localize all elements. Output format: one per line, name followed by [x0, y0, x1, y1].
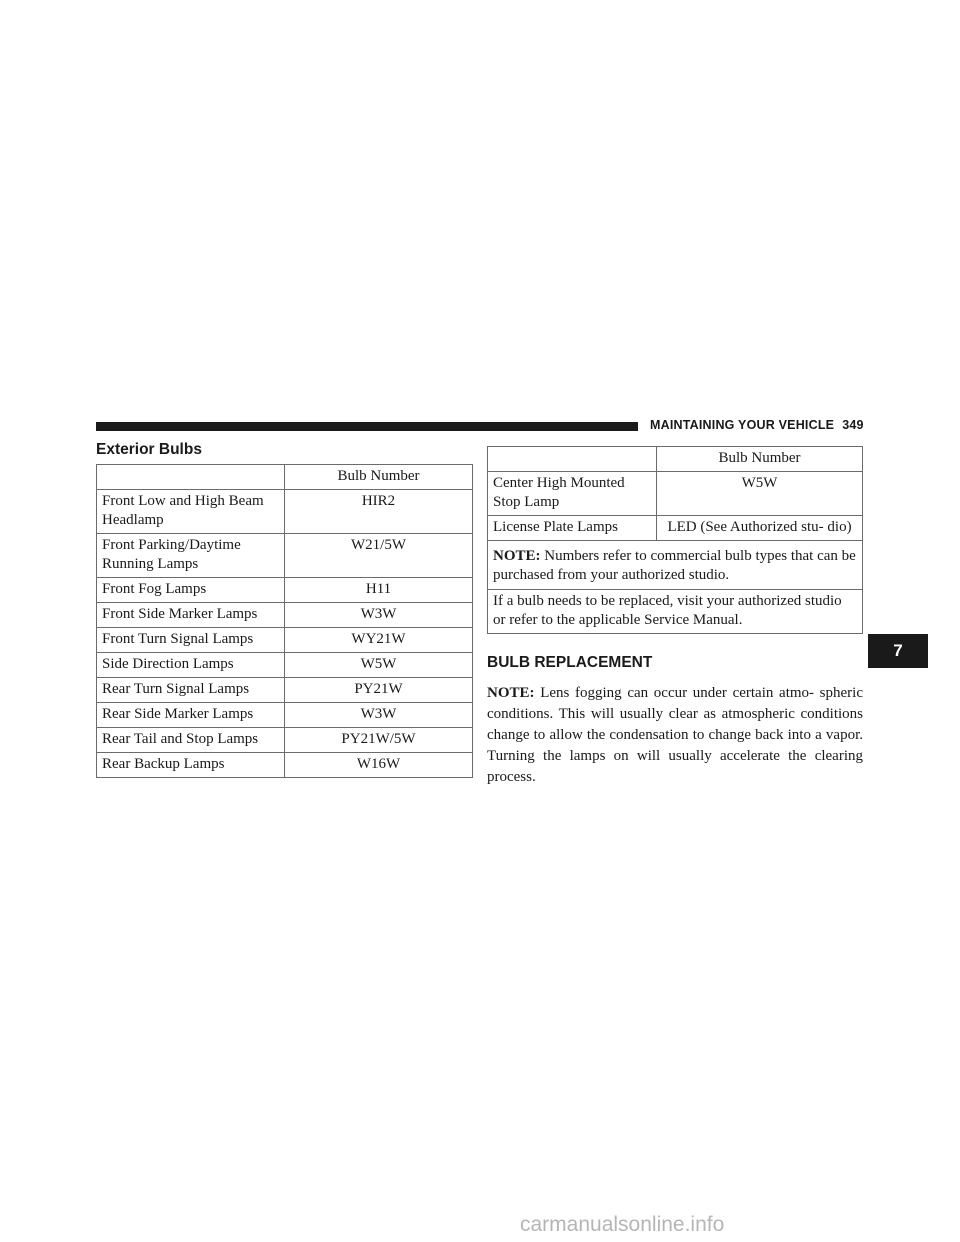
table-row [97, 603, 473, 628]
lamp-name: License Plate Lamps [488, 516, 657, 541]
table-row [97, 534, 473, 578]
table-info-row [488, 590, 863, 634]
lamp-name: Front Side Marker Lamps [97, 603, 285, 628]
table-header-bulb-number: Bulb Number [657, 447, 863, 472]
lamp-name: Rear Side Marker Lamps [97, 703, 285, 728]
table-header-blank [97, 465, 285, 490]
table-row [97, 753, 473, 778]
table-row [97, 628, 473, 653]
table-header-blank [488, 447, 657, 472]
table-row [97, 653, 473, 678]
bulb-number: W16W [285, 753, 473, 778]
lamp-name: Rear Backup Lamps [97, 753, 285, 778]
table-row [488, 472, 863, 516]
table-row [97, 490, 473, 534]
lamp-name: Rear Tail and Stop Lamps [97, 728, 285, 753]
page-number: 349 [842, 418, 864, 432]
watermark-text: carmanualsonline.info [520, 1213, 725, 1236]
bulb-number: W21/5W [285, 534, 473, 578]
bulb-number: LED (See Authorized stu- dio) [657, 516, 863, 541]
bulb-number: W5W [285, 653, 473, 678]
bulb-number: WY21W [285, 628, 473, 653]
table-row [97, 678, 473, 703]
bulb-number: PY21W [285, 678, 473, 703]
section-title-exterior-bulbs: Exterior Bulbs [96, 441, 202, 458]
bulb-number: W3W [285, 603, 473, 628]
table-row [488, 516, 863, 541]
bulb-number: W5W [657, 472, 863, 516]
note-label: NOTE: [493, 548, 541, 564]
lamp-name: Front Low and High Beam Headlamp [97, 490, 285, 534]
table-note [488, 541, 863, 590]
table-note-row [488, 541, 863, 590]
table-info: If a bulb needs to be replaced, visit your authorized studio or refer to the applicable Service Manual. [488, 590, 863, 634]
lamp-name: Front Parking/Daytime Running Lamps [97, 534, 285, 578]
lamp-name: Rear Turn Signal Lamps [97, 678, 285, 703]
note-label: NOTE: [487, 685, 535, 701]
exterior-bulbs-table-continued [487, 446, 863, 634]
table-header-bulb-number: Bulb Number [285, 465, 473, 490]
header-rule [96, 422, 638, 431]
table-row [97, 703, 473, 728]
table-header-row [97, 465, 473, 490]
table-row [97, 728, 473, 753]
bulb-number: H11 [285, 578, 473, 603]
lamp-name: Front Turn Signal Lamps [97, 628, 285, 653]
note-text: Numbers refer to commercial bulb types that can be purchased from your authorized studio. [493, 548, 856, 583]
lamp-name: Front Fog Lamps [97, 578, 285, 603]
bulb-number: W3W [285, 703, 473, 728]
table-header-row [488, 447, 863, 472]
lamp-name: Center High Mounted Stop Lamp [488, 472, 657, 516]
bulb-number: HIR2 [285, 490, 473, 534]
bulb-number: PY21W/5W [285, 728, 473, 753]
running-header [650, 418, 864, 432]
chapter-tab: 7 [868, 634, 928, 668]
note-text: Lens fogging can occur under certain atmo- spheric conditions. This will usually clear as atmospheric conditions change to allow the condensation to change back into a vapor. Turning the lamps on will usually accelerate the clearing process. [487, 685, 864, 785]
table-row [97, 578, 473, 603]
section-title-bulb-replacement: BULB REPLACEMENT [487, 654, 653, 671]
bulb-replacement-note [487, 683, 863, 788]
chapter-title: MAINTAINING YOUR VEHICLE [650, 418, 835, 432]
exterior-bulbs-table [96, 464, 473, 778]
lamp-name: Side Direction Lamps [97, 653, 285, 678]
